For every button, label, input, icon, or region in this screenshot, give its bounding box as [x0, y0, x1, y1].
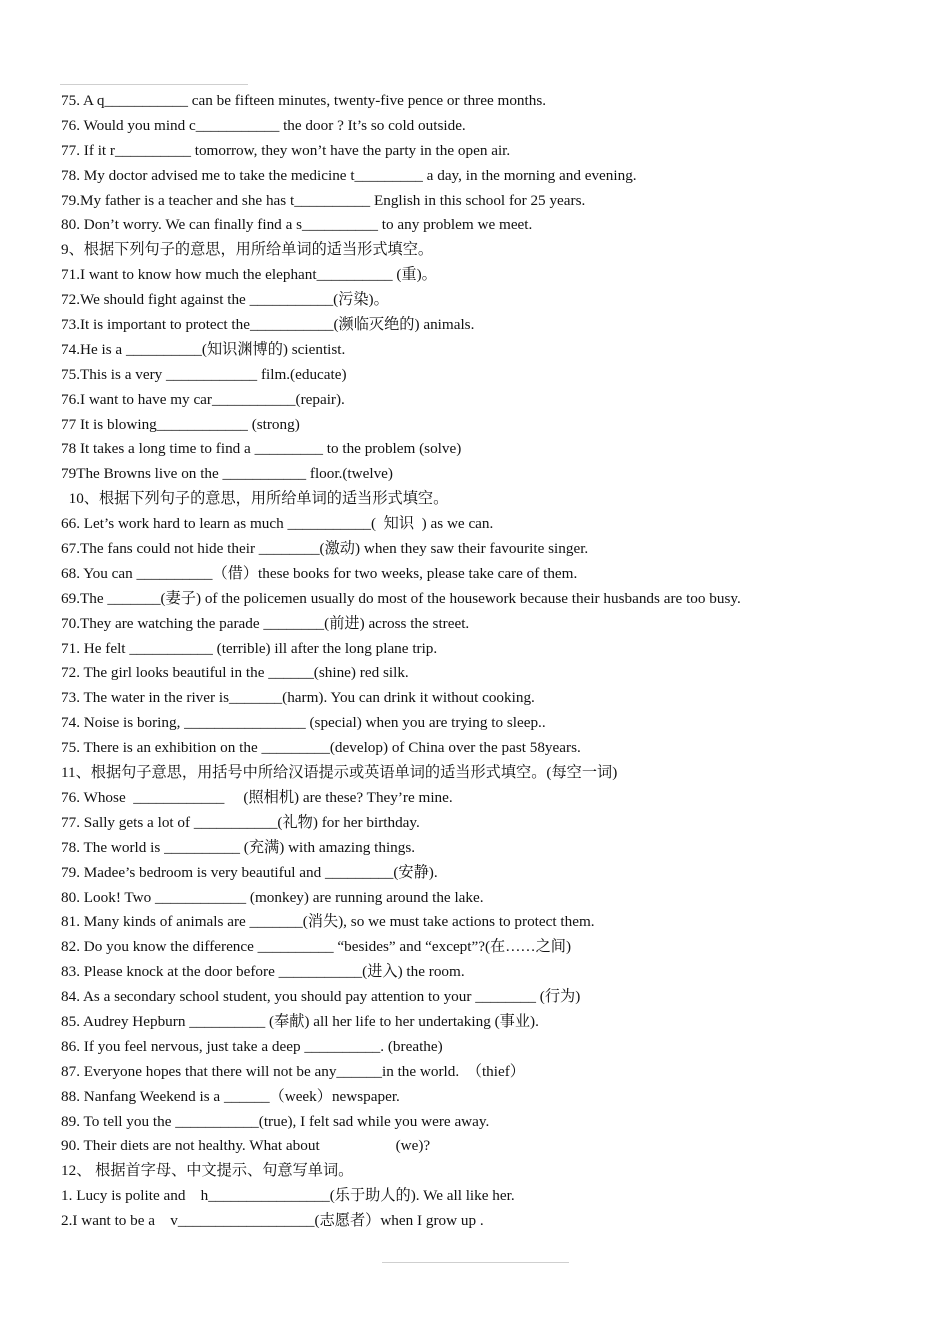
header-rule	[60, 84, 248, 85]
text-line: 71. He felt ___________ (terrible) ill after the long plane trip.	[61, 639, 438, 657]
text-line: 87. Everyone hopes that there will not be any______in the world. （thief）	[61, 1062, 525, 1080]
text-line: 86. If you feel nervous, just take a deep __________. (breathe)	[61, 1037, 443, 1055]
text-line: 80. Look! Two ____________ (monkey) are running around the lake.	[61, 888, 484, 906]
text-line: 79.My father is a teacher and she has t__________ English in this school for 25 years.	[61, 191, 586, 209]
text-line: 73.It is important to protect the___________(濒临灭绝的) animals.	[61, 316, 475, 334]
text-line: 75. There is an exhibition on the _________(develop) of China over the past 58years.	[61, 739, 581, 757]
text-line: 78. My doctor advised me to take the medicine t_________ a day, in the morning and evening.	[61, 166, 637, 184]
text-line: 2.I want to be a v__________________(志愿者）when I grow up .	[61, 1212, 484, 1230]
text-line: 71.I want to know how much the elephant__________ (重)。	[61, 266, 437, 284]
text-line: 85. Audrey Hepburn __________ (奉献) all her life to her undertaking (事业).	[61, 1012, 539, 1030]
text-line: 80. Don’t worry. We can finally find a s__________ to any problem we meet.	[61, 216, 533, 234]
text-line: 66. Let’s work hard to learn as much ___________( 知识 ) as we can.	[61, 515, 494, 533]
text-line: 84. As a secondary school student, you should pay attention to your ________ (行为)	[61, 988, 581, 1006]
section-heading: 9、根据下列句子的意思，用所给单词的适当形式填空。	[61, 241, 434, 259]
text-line: 75.This is a very ____________ film.(educate)	[61, 365, 347, 383]
text-line: 1. Lucy is polite and h________________(乐于助人的). We all like her.	[61, 1187, 515, 1205]
section-heading: 10、根据下列句子的意思，用所给单词的适当形式填空。	[61, 490, 449, 508]
text-line: 90. Their diets are not healthy. What about (we)?	[61, 1137, 431, 1155]
footer-rule	[382, 1262, 569, 1263]
text-line: 77. Sally gets a lot of ___________(礼物) for her birthday.	[61, 813, 420, 831]
text-line: 75. A q___________ can be fifteen minutes, twenty-five pence or three months.	[61, 92, 547, 109]
text-line: 73. The water in the river is_______(harm). You can drink it without cooking.	[61, 689, 535, 707]
text-line: 81. Many kinds of animals are _______(消失), so we must take actions to protect them.	[61, 913, 595, 931]
text-line: 76. Would you mind c___________ the door ? It’s so cold outside.	[61, 116, 466, 134]
exercise-text	[61, 89, 930, 1234]
text-line: 79. Madee’s bedroom is very beautiful and _________(安静).	[61, 863, 438, 881]
text-line: 82. Do you know the difference __________ “besides” and “except”?(在……之间)	[61, 938, 572, 956]
section-heading: 12、 根据首字母、中文提示、句意写单词。	[61, 1162, 354, 1180]
text-line: 76.I want to have my car___________(repair).	[61, 390, 345, 408]
text-line: 69.The _______(妻子) of the policemen usually do most of the housework because their husbands are too busy.	[61, 589, 741, 607]
text-line: 74. Noise is boring, ________________ (special) when you are trying to sleep..	[61, 714, 546, 732]
text-line: 68. You can __________（借）these books for two weeks, please take care of them.	[61, 564, 578, 582]
text-line: 77 It is blowing____________ (strong)	[61, 415, 300, 433]
text-line: 72.We should fight against the ___________(污染)。	[61, 291, 389, 309]
text-line: 78 It takes a long time to find a _________ to the problem (solve)	[61, 440, 462, 458]
section-heading: 11、根据句子意思，用括号中所给汉语提示或英语单词的适当形式填空。(每空一词)	[61, 764, 618, 782]
text-line: 89. To tell you the ___________(true), I felt sad while you were away.	[61, 1112, 490, 1130]
text-line: 74.He is a __________(知识渊博的) scientist.	[61, 340, 346, 358]
text-line: 83. Please knock at the door before ___________(进入) the room.	[61, 963, 465, 981]
text-line: 79The Browns live on the ___________ floor.(twelve)	[61, 465, 393, 483]
text-line: 76. Whose ____________ (照相机) are these? They’re mine.	[61, 788, 453, 806]
text-line: 77. If it r__________ tomorrow, they won’t have the party in the open air.	[61, 141, 511, 159]
text-line: 72. The girl looks beautiful in the ______(shine) red silk.	[61, 664, 409, 682]
text-line: 70.They are watching the parade ________(前进) across the street.	[61, 614, 470, 632]
text-line: 78. The world is __________ (充满) with amazing things.	[61, 838, 416, 856]
text-line: 67.The fans could not hide their ________(激动) when they saw their favourite singer.	[61, 540, 589, 558]
text-line: 88. Nanfang Weekend is a ______（week）newspaper.	[61, 1087, 400, 1105]
